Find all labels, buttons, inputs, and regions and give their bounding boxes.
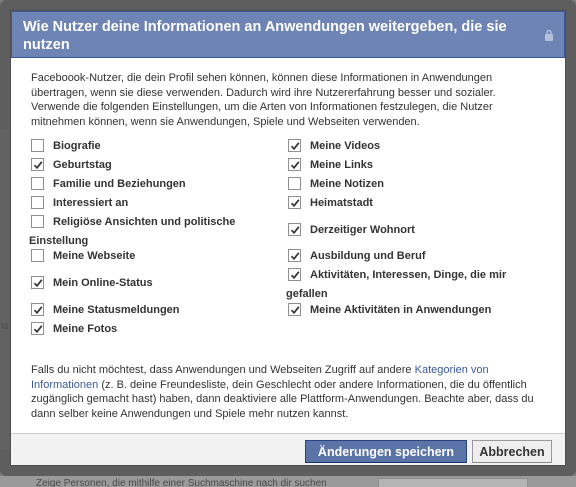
- option-label: Geburtstag: [53, 159, 112, 171]
- checkbox[interactable]: [288, 223, 301, 236]
- checkmark-icon: [290, 225, 300, 235]
- checkmark-icon: [290, 198, 300, 208]
- checkbox[interactable]: [31, 322, 44, 335]
- background-bottom-text: Zeige Personen, die mithilfe einer Suchmaschine nach dir suchen: [36, 478, 327, 487]
- checkbox[interactable]: [288, 139, 301, 152]
- checkbox[interactable]: [31, 196, 44, 209]
- footer-text-before-link: Falls du nicht möchtest, dass Anwendungen und Webseiten Zugriff auf andere: [31, 364, 415, 376]
- dialog-body: [11, 58, 565, 351]
- checkbox[interactable]: [31, 249, 44, 262]
- background-dropdown: [378, 478, 528, 487]
- option-label: Meine Fotos: [53, 323, 118, 335]
- dialog-header: [11, 11, 565, 58]
- checkbox[interactable]: [288, 196, 301, 209]
- dialog-title: Wie Nutzer deine Informationen an Anwendungen weitergeben, die sie nutzen: [23, 19, 507, 53]
- option-label: Meine Aktivitäten in Anwendungen: [310, 304, 492, 316]
- checkmark-icon: [33, 305, 43, 315]
- checkmark-icon: [290, 305, 300, 315]
- option-label: Heimatstadt: [310, 197, 373, 209]
- intro-text: Faceboook-Nutzer, die dein Profil sehen können, können diese Informationen in Anwendungen übertragen, wenn sie diese verwenden. Dadurch wird ihre Nutzererfahrung besser und sozialer. Verwende die folgenden Einstellungen, um die Arten von Informationen festzulegen, die Nutzer mitnehmen können, wenn sie Anwendungen, Spiele und Webseiten verwenden.: [31, 72, 496, 128]
- option-label: Meine Videos: [310, 140, 381, 152]
- checkbox[interactable]: [288, 177, 301, 190]
- privacy-dialog: [10, 10, 566, 466]
- option-label: Religiöse Ansichten und politische: [53, 216, 236, 228]
- checkmark-icon: [290, 251, 300, 261]
- footer-text-after-link: (z. B. deine Freundesliste, dein Geschlecht oder andere Informationen, die du öffentlich zugänglich gemacht hast) haben, dann deaktiviere alle Plattform-Anwendungen. Beachte aber, dass du dann selber keine Anwendungen und Spiele mehr nutzen kannst.: [31, 378, 534, 420]
- option-label: Aktivitäten, Interessen, Dinge, die mir: [310, 269, 507, 281]
- option-label-continued: Einstellung: [29, 235, 89, 247]
- option-label: Derzeitiger Wohnort: [310, 224, 415, 236]
- option-label: Meine Links: [310, 159, 373, 171]
- cancel-button[interactable]: Abbrechen: [472, 440, 552, 463]
- option-label: Ausbildung und Beruf: [310, 250, 426, 262]
- checkmark-icon: [33, 324, 43, 334]
- option-label: Meine Statusmeldungen: [53, 304, 180, 316]
- checkbox[interactable]: [31, 303, 44, 316]
- options-grid: [31, 139, 545, 351]
- checkmark-icon: [290, 270, 300, 280]
- checkmark-icon: [290, 160, 300, 170]
- categories-link[interactable]: Kategorien von Informationen: [31, 364, 489, 391]
- checkbox[interactable]: [288, 249, 301, 262]
- lock-icon: [544, 29, 554, 41]
- checkbox[interactable]: [31, 139, 44, 152]
- checkbox[interactable]: [31, 177, 44, 190]
- option-label: Meine Notizen: [310, 178, 384, 190]
- checkbox[interactable]: [31, 158, 44, 171]
- option-label: Biografie: [53, 140, 101, 152]
- checkbox[interactable]: [288, 158, 301, 171]
- checkmark-icon: [33, 278, 43, 288]
- option-label: Mein Online-Status: [53, 277, 153, 289]
- save-changes-button[interactable]: Änderungen speichern: [305, 440, 467, 463]
- checkmark-icon: [290, 141, 300, 151]
- option-label: Meine Webseite: [53, 250, 136, 262]
- button-bar: [11, 433, 565, 466]
- option-label: Interessiert an: [53, 197, 129, 209]
- checkbox[interactable]: [31, 276, 44, 289]
- checkbox[interactable]: [288, 268, 301, 281]
- option-label-continued: gefallen: [286, 288, 328, 300]
- footer-text: [31, 363, 543, 421]
- checkbox[interactable]: [288, 303, 301, 316]
- option-label: Familie und Beziehungen: [53, 178, 186, 190]
- checkbox[interactable]: [31, 215, 44, 228]
- checkmark-icon: [33, 160, 43, 170]
